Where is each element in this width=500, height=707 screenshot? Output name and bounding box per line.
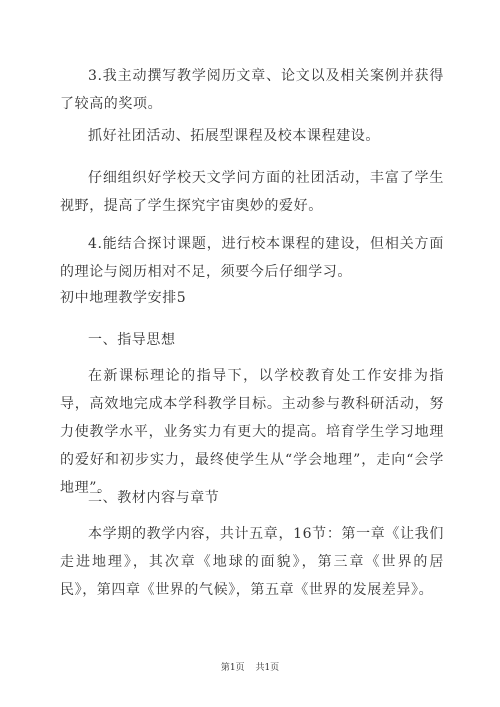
page-number-total: 共1页 bbox=[255, 663, 280, 673]
paragraph-astronomy-club: 仔细组织好学校天文学问方面的社团活动，丰富了学生视野，提高了学生探究宇宙奥妙的爱好。 bbox=[60, 170, 444, 214]
paragraph-achievement-4: 4.能结合探讨课题，进行校本课程的建设，但相关方面的理论与阅历相对不足，须要今后仔细学习。 bbox=[60, 236, 444, 280]
section-title: 初中地理教学安排5 bbox=[60, 290, 187, 306]
heading-guiding-ideology: 一、指导思想 bbox=[88, 332, 176, 348]
paragraph-guiding-ideology: 在新课标理论的指导下，以学校教育处工作安排为指导，高效地完成本学科教学目标。主动参与教科研活动，努力使教学水平，业务实力有更大的提高。培育学生学习地理的爱好和初步实力，最终使学生从“学会地理”，走向“会学地理”。 bbox=[60, 368, 444, 496]
heading-textbook-content: 二、教材内容与章节 bbox=[88, 490, 220, 506]
paragraph-textbook-content: 本学期的教学内容，共计五章，16节：第一章《让我们走进地理》，其次章《地球的面貌》，第三章《世界的居民》，第四章《世界的气候》，第五章《世界的发展差异》。 bbox=[60, 526, 444, 598]
page-number-current: 第1页 bbox=[220, 663, 245, 673]
page-footer bbox=[0, 662, 500, 674]
paragraph-club-activities: 抓好社团活动、拓展型课程及校本课程建设。 bbox=[88, 128, 380, 144]
paragraph-achievement-3: 3.我主动撰写教学阅历文章、论文以及相关案例并获得了较高的奖项。 bbox=[60, 68, 444, 112]
